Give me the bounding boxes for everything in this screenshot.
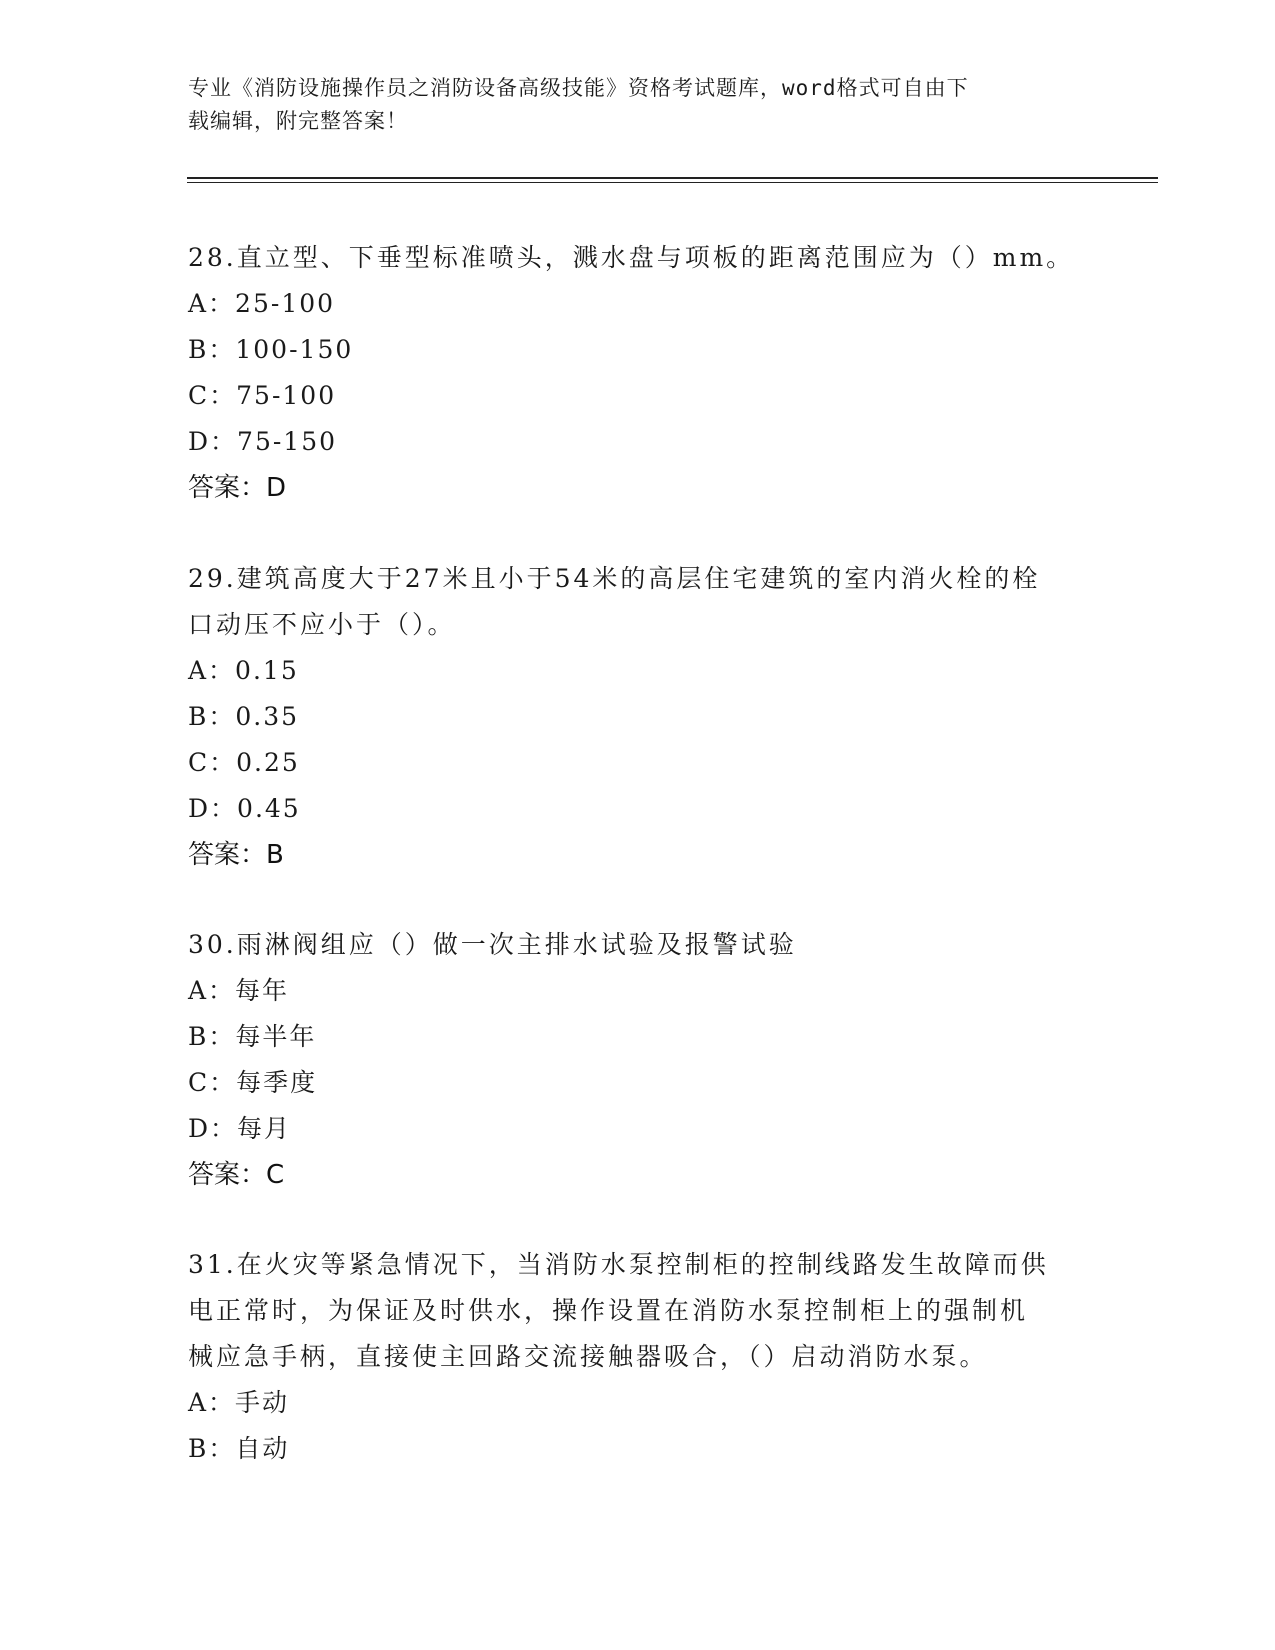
option-d: D：75-150 xyxy=(188,427,338,456)
header-divider-thin xyxy=(187,182,1158,183)
option-b: B：每半年 xyxy=(188,1022,317,1051)
question-29 xyxy=(188,556,1088,878)
question-31 xyxy=(188,1242,1088,1472)
option-b: B：自动 xyxy=(188,1434,290,1463)
question-text-line-3: 械应急手柄，直接使主回路交流接触器吸合，（）启动消防水泵。 xyxy=(188,1342,988,1371)
option-a: A：0.15 xyxy=(188,656,299,685)
question-text: 30.雨淋阀组应（）做一次主排水试验及报警试验 xyxy=(188,930,797,959)
answer: 答案：B xyxy=(188,840,284,870)
option-a: A：手动 xyxy=(188,1388,290,1417)
option-c: C：0.25 xyxy=(188,748,300,777)
question-text: 28.直立型、下垂型标准喷头，溅水盘与项板的距离范围应为（）mm。 xyxy=(188,243,1075,272)
option-d: D：每月 xyxy=(188,1114,292,1143)
option-b: B：100-150 xyxy=(188,335,354,364)
answer: 答案：C xyxy=(188,1160,285,1190)
question-28 xyxy=(188,235,1088,511)
question-text-line-1: 31.在火灾等紧急情况下，当消防水泵控制柜的控制线路发生故障而供 xyxy=(188,1250,1049,1279)
header-line-2: 载编辑，附完整答案！ xyxy=(188,109,408,133)
question-text-line-2: 电正常时，为保证及时供水，操作设置在消防水泵控制柜上的强制机 xyxy=(188,1296,1029,1325)
option-d: D：0.45 xyxy=(188,794,301,823)
option-c: C：75-100 xyxy=(188,381,337,410)
question-text-line-1: 29.建筑高度大于27米且小于54米的高层住宅建筑的室内消火栓的栓 xyxy=(188,564,1041,593)
option-c: C：每季度 xyxy=(188,1068,318,1097)
option-a: A：25-100 xyxy=(188,289,336,318)
header-divider-thick xyxy=(187,177,1158,179)
option-a: A：每年 xyxy=(188,976,290,1005)
document-header xyxy=(188,72,1068,138)
answer: 答案：D xyxy=(188,473,287,503)
option-b: B：0.35 xyxy=(188,702,300,731)
question-30 xyxy=(188,922,1088,1198)
header-line-1: 专业《消防设施操作员之消防设备高级技能》资格考试题库，word格式可自由下 xyxy=(188,76,969,100)
question-text-line-2: 口动压不应小于（）。 xyxy=(188,610,456,639)
